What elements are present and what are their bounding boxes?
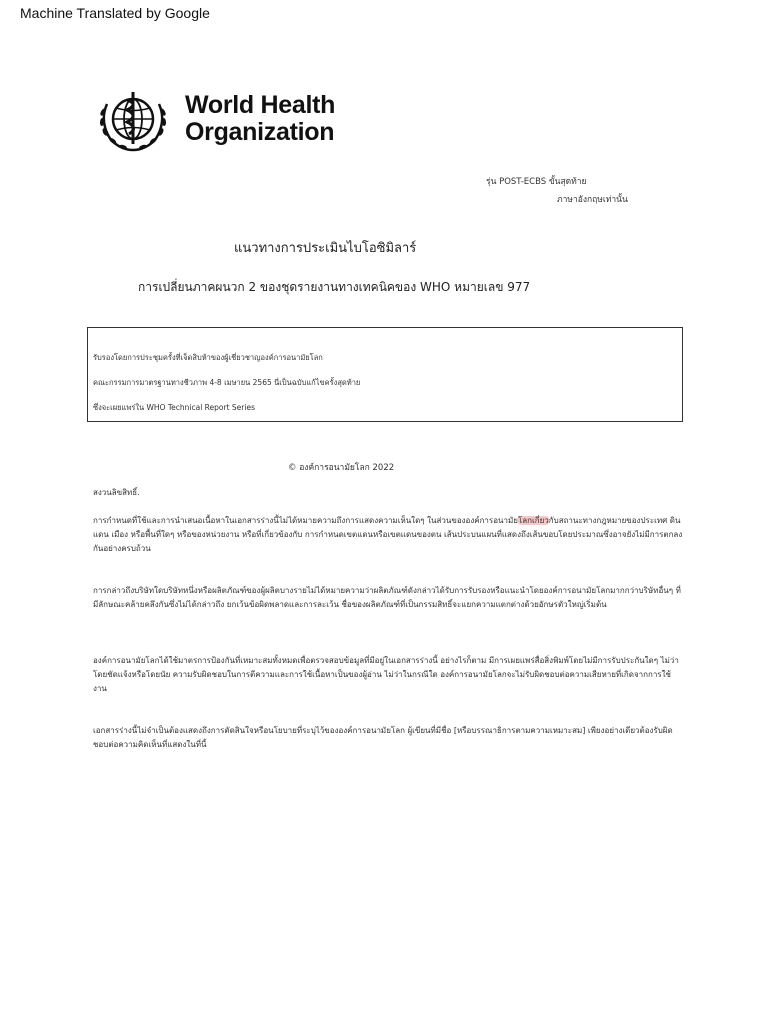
para1-text-start: การกำหนดที่ใช้และการนำเสนอเนื้อหาในเอกสารร่างนี้ไม่ได้หมายความถึงการแสดงความเห็นใดๆ ในส่วนขององค์การอนามัย (93, 516, 518, 525)
disclaimer-paragraph-1 (93, 514, 683, 556)
logo-line-2: Organization (185, 118, 335, 146)
highlighted-text: โลกเกี่ยว (517, 516, 549, 525)
language-note: ภาษาอังกฤษเท่านั้น (557, 195, 628, 205)
document-subtitle: การเปลี่ยนภาคผนวก 2 ของชุดรายงานทางเทคนิคของ WHO หมายเลข 977 (138, 280, 531, 294)
adoption-notice-box (87, 327, 683, 422)
disclaimer-paragraph-2: การกล่าวถึงบริษัทใดบริษัทหนึ่งหรือผลิตภัณฑ์ของผู้ผลิตบางรายไม่ได้หมายความว่าผลิตภัณฑ์ดังกล่าวได้รับการรับรองหรือแนะนำโดยองค์การอนามัยโลกมากกว่าบริษัทอื่นๆ ที่มีลักษณะคล้ายคลึงกันซึ่งไม่ได้กล่าวถึง ยกเว้นข้อผิดพลาดและการละเว้น ชื่อของผลิตภัณฑ์ที่เป็นกรรมสิทธิ์จะแยกความแตกต่างด้วยอักษรตัวใหญ่เริ่มต้น (93, 586, 681, 609)
copyright-notice: © องค์การอนามัยโลก 2022 (288, 463, 395, 473)
box-line: ซึ่งจะเผยแพร่ใน WHO Technical Report Series (93, 403, 255, 412)
document-title: แนวทางการประเมินไบโอซิมิลาร์ (234, 241, 417, 256)
rights-reserved: สงวนลิขสิทธิ์. (93, 488, 140, 497)
logo-wordmark (185, 92, 335, 146)
who-logo (93, 86, 353, 156)
disclaimer-paragraph-4: เอกสารร่างนี้ไม่จำเป็นต้องแสดงถึงการตัดสินใจหรือนโยบายที่ระบุไว้ขององค์การอนามัยโลก ผู้เขียนที่มีชื่อ [หรือบรรณาธิการตามความเหมาะสม] เพียงอย่างเดียวต้องรับผิดชอบต่อความคิดเห็นที่แสดงในที่นี้ (93, 726, 673, 749)
para1-text-end: กับสถานะทางกฎหมายของประเทศ ดินแดน เมือง หรือพื้นที่ใดๆ หรือของหน่วยงาน หรือที่เกี่ยวข้องกับ การกำหนดเขตแดนหรือเขตแดนของตน เส้นประบนแผนที่แสดงถึงเส้นขอบโดยประมาณซึ่งอาจยังไม่มีการตกลงกันอย่างครบถ้วน (93, 516, 683, 553)
logo-line-1: World Health (185, 91, 336, 119)
who-emblem-icon (93, 86, 173, 156)
disclaimer-paragraph-3: องค์การอนามัยโลกได้ใช้มาตรการป้องกันที่เหมาะสมทั้งหมดเพื่อตรวจสอบข้อมูลที่มีอยู่ในเอกสารร่างนี้ อย่างไรก็ตาม มีการเผยแพร่สื่อสิ่งพิมพ์โดยไม่มีการรับประกันใดๆ ไม่ว่าโดยชัดแจ้งหรือโดยนัย ความรับผิดชอบในการตีความและการใช้เนื้อหาเป็นของผู้อ่าน ไม่ว่าในกรณีใด องค์การอนามัยโลกจะไม่รับผิดชอบต่อความเสียหายที่เกิดจากการใช้งาน (93, 656, 679, 693)
box-line: รับรองโดยการประชุมครั้งที่เจ็ดสิบห้าของผู้เชี่ยวชาญองค์การอนามัยโลก (93, 353, 323, 362)
box-line: คณะกรรมการมาตรฐานทางชีวภาพ 4-8 เมษายน 2565 นี่เป็นฉบับแก้ไขครั้งสุดท้าย (93, 378, 361, 387)
machine-translation-banner: Machine Translated by Google (20, 5, 210, 21)
version-label: รุ่น POST-ECBS ขั้นสุดท้าย (486, 177, 587, 187)
